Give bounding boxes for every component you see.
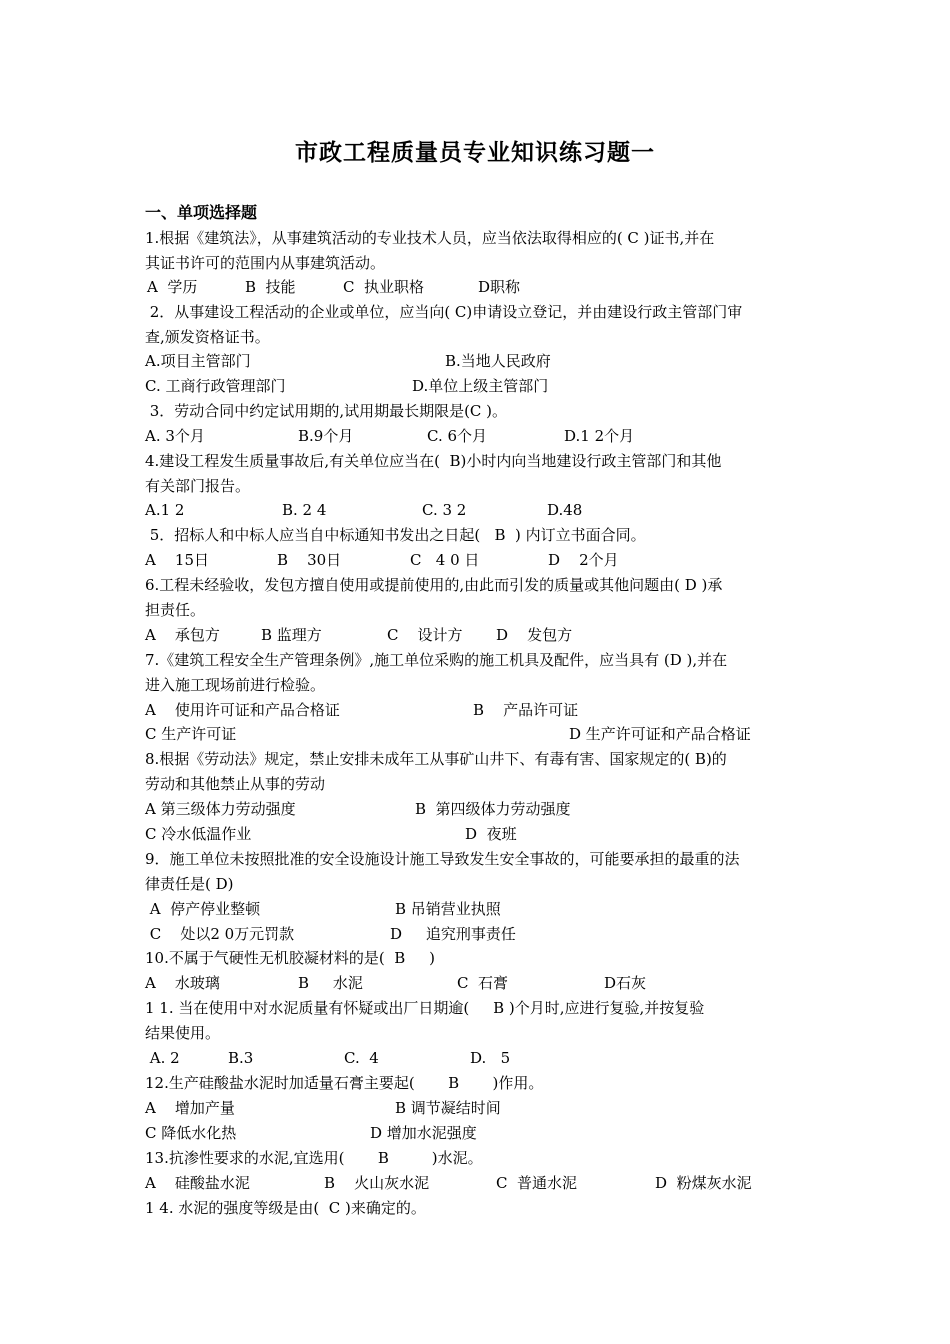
question-4-line-1: 4.建设工程发生质量事故后,有关单位应当在( B)小时内向当地建设行政主管部门和其他 — [145, 452, 722, 470]
question-10-line-1: 10.不属于气硬性无机胶凝材料的是( B ) — [145, 949, 435, 967]
question-5-option-d: D 2个月 — [548, 551, 619, 569]
question-1-option-c: C 执业职格 — [343, 278, 425, 296]
question-12-option-a: A 增加产量 — [145, 1099, 235, 1117]
question-14-line-1: 1 4. 水泥的强度等级是由( C )来确定的。 — [145, 1199, 426, 1217]
question-1-option-a: A 学历 — [147, 278, 198, 296]
question-10-option-d: D石灰 — [604, 974, 647, 992]
question-3-option-c: C. 6个月 — [427, 427, 488, 445]
question-3-option-a: A. 3个月 — [145, 427, 205, 445]
question-12-option-b: B 调节凝结时间 — [395, 1099, 501, 1117]
question-6-option-a: A 承包方 — [145, 626, 220, 644]
question-5-option-c: C 4 0 日 — [410, 551, 480, 569]
question-8-line-1: 8.根据《劳动法》规定，禁止安排未成年工从事矿山井下、有毒有害、国家规定的( B)的 — [145, 750, 727, 768]
question-12-option-d: D 增加水泥强度 — [370, 1124, 477, 1142]
page-title: 市政工程质量员专业知识练习题一 — [295, 140, 655, 166]
question-3-line-1: 3．劳动合同中约定试用期的,试用期最长期限是(C )。 — [145, 402, 508, 420]
question-9-line-2: 律责任是( D) — [145, 875, 234, 893]
question-11-line-1: 1 1. 当在使用中对水泥质量有怀疑或出厂日期逾( B )个月时,应进行复验,并按复验 — [145, 999, 705, 1017]
question-12-line-1: 12.生产硅酸盐水泥时加适量石膏主要起( B )作用。 — [145, 1074, 544, 1092]
question-9-option-d: D 追究刑事责任 — [390, 925, 516, 943]
question-9-option-b: B 吊销营业执照 — [395, 900, 501, 918]
question-13-option-a: A 硅酸盐水泥 — [145, 1174, 250, 1192]
question-13-line-1: 13.抗渗性要求的水泥,宜选用( B )水泥。 — [145, 1149, 483, 1167]
question-4-option-a: A.1 2 — [145, 501, 185, 519]
question-5-line-1: 5．招标人和中标人应当自中标通知书发出之日起( B ) 内订立书面合同。 — [145, 526, 646, 544]
question-8-line-2: 劳动和其他禁止从事的劳动 — [145, 775, 326, 793]
question-2-option-c: C. 工商行政管理部门 — [145, 377, 286, 395]
question-9-line-1: 9．施工单位未按照批准的安全设施设计施工导致发生安全事故的，可能要承担的最重的法 — [145, 850, 740, 868]
section-heading: 一、单项选择题 — [145, 203, 258, 222]
question-4-option-d: D.48 — [547, 501, 583, 519]
question-7-option-c: C 生产许可证 — [145, 725, 237, 743]
question-7-option-d: D 生产许可证和产品合格证 — [569, 725, 751, 743]
question-3-option-d: D.1 2个月 — [564, 427, 635, 445]
question-1-line-1: 1.根据《建筑法》，从事建筑活动的专业技术人员，应当依法取得相应的( C )证书,并在 — [145, 229, 715, 247]
question-10-option-a: A 水玻璃 — [145, 974, 220, 992]
question-4-option-b: B. 2 4 — [282, 501, 327, 519]
question-4-option-c: C. 3 2 — [422, 501, 467, 519]
question-2-line-1: 2．从事建设工程活动的企业或单位，应当向( C)申请设立登记，并由建设行政主管部门审 — [145, 303, 743, 321]
question-11-option-d: D. 5 — [470, 1049, 511, 1067]
question-11-line-2: 结果使用。 — [145, 1024, 221, 1042]
question-6-option-b: B 监理方 — [261, 626, 322, 644]
question-8-option-c: C 冷水低温作业 — [145, 825, 252, 843]
question-2-option-a: A.项目主管部门 — [145, 352, 251, 370]
question-1-option-b: B 技能 — [245, 278, 296, 296]
question-13-option-d: D 粉煤灰水泥 — [655, 1174, 752, 1192]
question-9-option-c: C 处以2 0万元罚款 — [145, 925, 295, 943]
question-7-option-a: A 使用许可证和产品合格证 — [145, 701, 340, 719]
question-5-option-a: A 15日 — [145, 551, 209, 569]
question-6-option-c: C 设计方 — [387, 626, 463, 644]
question-13-option-c: C 普通水泥 — [496, 1174, 578, 1192]
question-2-option-d: D.单位上级主管部门 — [412, 377, 549, 395]
question-1-option-d: D职称 — [478, 278, 521, 296]
question-6-line-1: 6.工程未经验收，发包方擅自使用或提前使用的,由此而引发的质量或其他问题由( D )承 — [145, 576, 723, 594]
question-13-option-b: B 火山灰水泥 — [324, 1174, 430, 1192]
question-10-option-b: B 水泥 — [298, 974, 363, 992]
question-4-line-2: 有关部门报告。 — [145, 477, 251, 495]
question-11-option-b: B.3 — [228, 1049, 254, 1067]
question-9-option-a: A 停产停业整顿 — [145, 900, 261, 918]
question-7-line-2: 进入施工现场前进行检验。 — [145, 676, 326, 694]
question-7-option-b: B 产品许可证 — [473, 701, 579, 719]
question-3-option-b: B.9个月 — [298, 427, 354, 445]
question-11-option-c: C. 4 — [344, 1049, 379, 1067]
question-5-option-b: B 30日 — [277, 551, 342, 569]
question-2-line-2: 查,颁发资格证书。 — [145, 328, 270, 346]
question-7-line-1: 7.《建筑工程安全生产管理条例》,施工单位采购的施工机具及配件，应当具有 (D ),并在 — [145, 651, 728, 669]
question-6-line-2: 担责任。 — [145, 601, 206, 619]
question-6-option-d: D 发包方 — [496, 626, 573, 644]
question-8-option-a: A 第三级体力劳动强度 — [145, 800, 296, 818]
question-12-option-c: C 降低水化热 — [145, 1124, 237, 1142]
question-2-option-b: B.当地人民政府 — [445, 352, 551, 370]
question-1-line-2: 其证书许可的范围内从事建筑活动。 — [145, 254, 386, 272]
question-11-option-a: A. 2 — [145, 1049, 180, 1067]
question-8-option-b: B 第四级体力劳动强度 — [415, 800, 571, 818]
question-10-option-c: C 石膏 — [457, 974, 509, 992]
question-8-option-d: D 夜班 — [465, 825, 517, 843]
